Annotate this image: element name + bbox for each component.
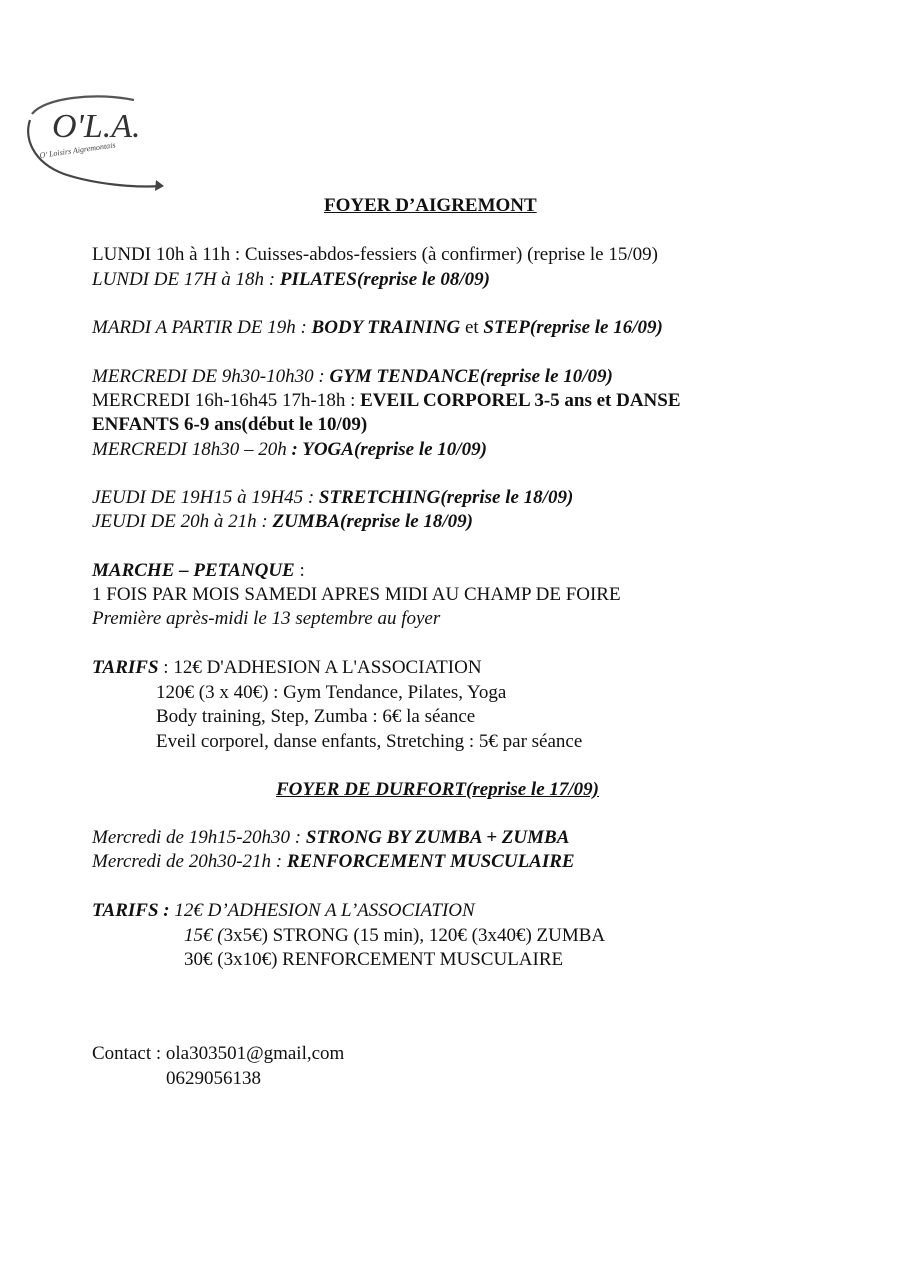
tarif-item	[184, 924, 605, 948]
schedule-line-7	[92, 438, 487, 462]
schedule-line-4	[92, 365, 613, 389]
schedule-activity: STRETCHING(reprise le 18/09)	[318, 487, 574, 508]
marche-label: MARCHE – PETANQUE	[92, 560, 295, 581]
contact-email: ola303501@gmail,com	[165, 1043, 345, 1064]
schedule-text: MERCREDI 16h-16h45 17h-18h :	[92, 390, 361, 411]
tarif-detail: 3x5€) STRONG (15 min), 120€ (3x40€) ZUMBA	[223, 925, 606, 946]
contact-phone: 0629056138	[166, 1068, 261, 1089]
marche-heading	[92, 559, 305, 583]
schedule-connector: et	[460, 317, 484, 338]
schedule-text: MERCREDI 18h30 – 20h	[92, 439, 292, 460]
schedule-text: MARDI A PARTIR DE 19h :	[92, 317, 312, 338]
logo-tagline: O' Loisirs Aigremontais	[39, 140, 116, 160]
schedule-text: LUNDI DE 17H à 18h :	[92, 269, 280, 290]
schedule-activity: EVEIL CORPOREL 3-5 ans et DANSE	[360, 390, 681, 411]
schedule-activity: GYM TENDANCE(reprise le 10/09)	[329, 366, 613, 387]
contact-label: Contact :	[92, 1043, 166, 1064]
schedule-activity: : YOGA(reprise le 10/09)	[291, 439, 487, 460]
schedule-text: Mercredi de 20h30-21h :	[92, 851, 287, 872]
schedule-activity: BODY TRAINING	[311, 317, 461, 338]
schedule-activity: PILATES(reprise le 08/09)	[279, 269, 490, 290]
durfort-title: FOYER DE DURFORT(reprise le 17/09)	[276, 779, 599, 800]
marche-line-1: 1 FOIS PAR MOIS SAMEDI APRES MIDI AU CHAMP DE FOIRE	[92, 584, 621, 605]
tarif-price: 15€ (	[184, 925, 224, 946]
marche-line-2: Première après-midi le 13 septembre au foyer	[92, 608, 441, 629]
schedule-text: MERCREDI DE 9h30-10h30 :	[92, 366, 330, 387]
tarifs-label: TARIFS :	[92, 900, 170, 921]
ola-logo	[24, 92, 174, 192]
schedule-text: LUNDI 10h à 11h : Cuisses-abdos-fessiers (à confirmer) (reprise le 15/09)	[92, 244, 658, 265]
schedule-activity: STRONG BY ZUMBA + ZUMBA	[305, 827, 570, 848]
schedule-activity: ZUMBA(reprise le 18/09)	[272, 511, 474, 532]
schedule-activity: ENFANTS 6-9 ans(début le 10/09)	[92, 414, 368, 435]
tarifs-aigremont	[92, 656, 482, 680]
schedule-activity: RENFORCEMENT MUSCULAIRE	[286, 851, 575, 872]
tarifs-label: TARIFS	[92, 657, 159, 678]
schedule-text: JEUDI DE 19H15 à 19H45 :	[92, 487, 319, 508]
schedule-line-9	[92, 510, 473, 534]
schedule-line-6	[92, 413, 367, 437]
schedule-line-1	[92, 243, 658, 267]
aigremont-title: FOYER D’AIGREMONT	[324, 195, 537, 216]
logo-initials: O'L.A.	[52, 108, 141, 145]
schedule-line-2	[92, 268, 490, 292]
tarif-item: 120€ (3 x 40€) : Gym Tendance, Pilates, Yoga	[156, 682, 507, 703]
tarif-item: Eveil corporel, danse enfants, Stretching : 5€ par séance	[156, 731, 583, 752]
schedule-text: Mercredi de 19h15-20h30 :	[92, 827, 306, 848]
tarif-item: 30€ (3x10€) RENFORCEMENT MUSCULAIRE	[184, 949, 564, 970]
tarifs-adhesion: : 12€ D'ADHESION A L'ASSOCIATION	[158, 657, 482, 678]
tarifs-durfort	[92, 899, 475, 923]
durfort-line-2	[92, 850, 575, 874]
marche-colon: :	[294, 560, 305, 581]
schedule-line-5	[92, 389, 681, 413]
schedule-line-8	[92, 486, 573, 510]
schedule-line-3	[92, 316, 663, 340]
tarif-item: Body training, Step, Zumba : 6€ la séance	[156, 706, 476, 727]
schedule-activity: STEP(reprise le 16/09)	[483, 317, 663, 338]
durfort-line-1	[92, 826, 569, 850]
contact-line	[92, 1042, 344, 1066]
tarifs-adhesion: 12€ D’ADHESION A L’ASSOCIATION	[169, 900, 475, 921]
schedule-text: JEUDI DE 20h à 21h :	[92, 511, 273, 532]
